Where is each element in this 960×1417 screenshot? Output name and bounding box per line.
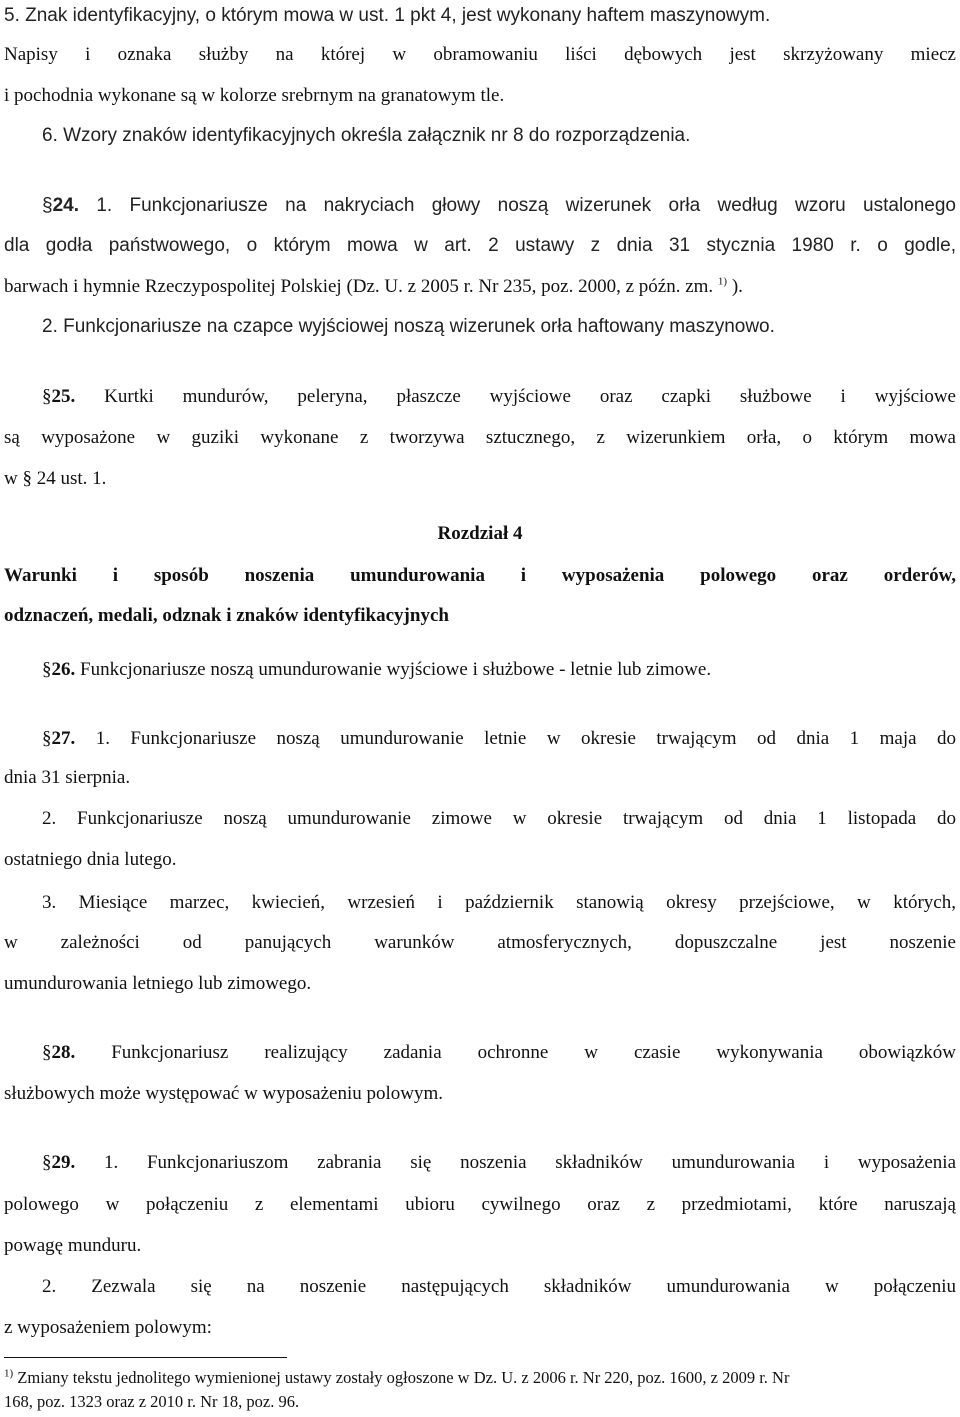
- section-28-line: służbowych może występować w wyposażeniu polowym.: [4, 1083, 444, 1104]
- section-number: 29.: [51, 1152, 76, 1173]
- section-27-line: 2. Funkcjonariusze noszą umundurowanie zimowe w okresie trwającym od dnia 1 listopada do: [42, 808, 956, 829]
- section-24-line: dla godła państwowego, o którym mowa w art. 2 ustawy z dnia 31 stycznia 1980 r. o godle,: [4, 235, 956, 256]
- footnote-divider: [4, 1357, 287, 1358]
- section-symbol: §: [42, 1152, 52, 1173]
- section-27-line: umundurowania letniego lub zimowego.: [4, 973, 312, 994]
- section-number: 28.: [51, 1042, 76, 1063]
- chapter-title: Rozdział 4: [437, 523, 523, 544]
- section-27-line: w zależności od panujących warunków atmosferycznych, dopuszczalne jest noszenie: [4, 932, 956, 953]
- paragraph-5-line: i pochodnia wykonane są w kolorze srebrnym na granatowym tle.: [4, 85, 505, 106]
- section-27-line: §27. 1. Funkcjonariusze noszą umundurowanie letnie w okresie trwającym od dnia 1 maja do: [42, 728, 956, 749]
- section-number: 27.: [51, 728, 76, 749]
- section-number: 25.: [51, 386, 76, 407]
- section-27-line: 3. Miesiące marzec, kwiecień, wrzesień i październik stanowią okresy przejściowe, w których,: [42, 892, 956, 913]
- section-24-line: §24. 1. Funkcjonariusze na nakryciach głowy noszą wizerunek orła według wzoru ustalonego: [42, 195, 956, 216]
- section-25-line: §25. Kurtki mundurów, peleryna, płaszcze wyjściowe oraz czapki służbowe i wyjściowe: [42, 386, 956, 407]
- footnote-reference[interactable]: 1): [717, 275, 728, 288]
- section-25-line: w § 24 ust. 1.: [4, 468, 107, 489]
- paragraph-5-line: Napisy i oznaka służby na której w obramowaniu liści dębowych jest skrzyżowany miecz: [4, 44, 956, 65]
- section-28-line: §28. Funkcjonariusz realizujący zadania ochronne w czasie wykonywania obowiązków: [42, 1042, 956, 1063]
- chapter-heading: Warunki i sposób noszenia umundurowania i wyposażenia polowego oraz orderów,: [4, 565, 956, 586]
- section-26-line: §26. Funkcjonariusze noszą umundurowanie wyjściowe i służbowe - letnie lub zimowe.: [42, 659, 712, 680]
- section-symbol: §: [42, 195, 53, 216]
- section-29-line: §29. 1. Funkcjonariuszom zabrania się noszenia składników umundurowania i wyposażenia: [42, 1152, 956, 1173]
- footnote-line: $^{1)}$ Zmiany tekstu jednolitego wymienionej ustawy zostały ogłoszone w Dz. U. z 2006 r. Nr 220, poz. 1600, z 2009 r. Nr: [4, 1367, 790, 1387]
- chapter-heading: odznaczeń, medali, odznak i znaków identyfikacyjnych: [4, 605, 449, 626]
- section-29-line: powagę munduru.: [4, 1235, 142, 1256]
- section-symbol: §: [42, 386, 52, 407]
- section-symbol: §: [42, 728, 52, 749]
- section-number: 26.: [51, 659, 76, 680]
- section-27-line: ostatniego dnia lutego.: [4, 849, 177, 870]
- section-24-line: barwach i hymnie Rzeczypospolitej Polskiej (Dz. U. z 2005 r. Nr 235, poz. 2000, z późn. zm. $^{1)}$ ).: [4, 275, 743, 297]
- footnote-marker: 1): [4, 1367, 14, 1380]
- footnote-line: 168, poz. 1323 oraz z 2010 r. Nr 18, poz. 96.: [4, 1392, 300, 1411]
- section-symbol: §: [42, 1042, 52, 1063]
- section-symbol: §: [42, 659, 52, 680]
- section-29-line: polowego w połączeniu z elementami ubioru cywilnego oraz z przedmiotami, które naruszają: [4, 1194, 956, 1215]
- section-29-line: z wyposażeniem polowym:: [4, 1317, 212, 1338]
- section-29-line: 2. Zezwala się na noszenie następujących składników umundurowania w połączeniu: [42, 1276, 956, 1297]
- section-number: 24.: [52, 195, 79, 216]
- section-25-line: są wyposażone w guziki wykonane z tworzywa sztucznego, z wizerunkiem orła, o którym mowa: [4, 427, 956, 448]
- section-24-paragraph-2: 2. Funkcjonariusze na czapce wyjściowej noszą wizerunek orła haftowany maszynowo.: [42, 316, 775, 337]
- paragraph-5-line: 5. Znak identyfikacyjny, o którym mowa w ust. 1 pkt 4, jest wykonany haftem maszynowym.: [4, 5, 771, 26]
- section-27-line: dnia 31 sierpnia.: [4, 767, 131, 788]
- paragraph-6-line: 6. Wzory znaków identyfikacyjnych określa załącznik nr 8 do rozporządzenia.: [42, 125, 691, 146]
